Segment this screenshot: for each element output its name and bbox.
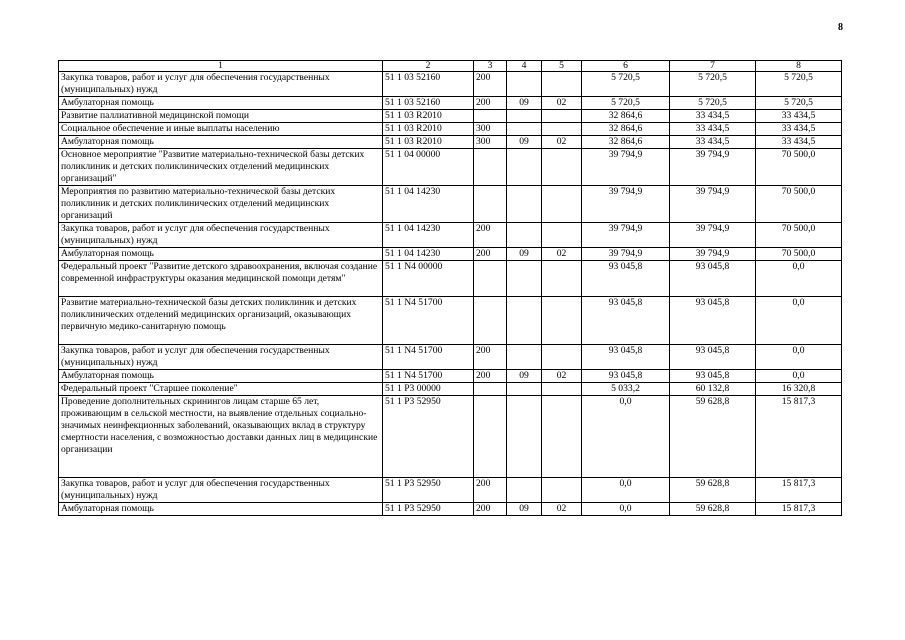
amount-col8-cell: 70 500,0 [756,149,842,186]
section-cell: 09 [507,248,542,261]
target-code-cell: 51 1 P3 52950 [383,503,474,516]
column-header: 1 [59,61,383,72]
amount-col8-cell: 5 720,5 [756,72,842,97]
amount-col6-cell: 0,0 [582,478,670,503]
subsection-cell [542,261,582,297]
target-code-cell: 51 1 03 R2010 [383,110,474,123]
table-body [59,72,842,516]
subsection-cell [542,186,582,223]
expense-type-cell [474,383,507,396]
target-code-cell: 51 1 N4 00000 [383,261,474,297]
row-name-cell: Амбулаторная помощь [59,503,383,516]
section-cell [507,383,542,396]
row-name-cell: Амбулаторная помощь [59,248,383,261]
expense-type-cell: 200 [474,223,507,248]
amount-col8-cell: 33 434,5 [756,123,842,136]
amount-col6-cell: 0,0 [582,503,670,516]
amount-col7-cell: 59 628,8 [670,503,756,516]
amount-col7-cell: 59 628,8 [670,396,756,478]
table-row [59,186,842,223]
amount-col6-cell: 32 864,6 [582,136,670,149]
table-row [59,503,842,516]
section-cell [507,297,542,345]
row-name-cell: Закупка товаров, работ и услуг для обеспечения государственных (муниципальных) нужд [59,72,383,97]
expense-type-cell: 200 [474,345,507,370]
section-cell [507,72,542,97]
amount-col8-cell: 70 500,0 [756,248,842,261]
target-code-cell: 51 1 04 00000 [383,149,474,186]
amount-col7-cell: 39 794,9 [670,248,756,261]
column-header: 7 [670,61,756,72]
subsection-cell [542,396,582,478]
expense-type-cell: 200 [474,503,507,516]
amount-col6-cell: 39 794,9 [582,223,670,248]
amount-col7-cell: 5 720,5 [670,97,756,110]
subsection-cell [542,478,582,503]
subsection-cell [542,110,582,123]
subsection-cell [542,223,582,248]
row-name-cell: Закупка товаров, работ и услуг для обеспечения государственных (муниципальных) нужд [59,345,383,370]
expense-type-cell: 200 [474,478,507,503]
table-row [59,97,842,110]
amount-col6-cell: 39 794,9 [582,248,670,261]
amount-col6-cell: 39 794,9 [582,149,670,186]
target-code-cell: 51 1 04 14230 [383,186,474,223]
amount-col8-cell: 15 817,3 [756,503,842,516]
target-code-cell: 51 1 03 52160 [383,97,474,110]
section-cell [507,186,542,223]
subsection-cell: 02 [542,97,582,110]
column-header: 6 [582,61,670,72]
row-name-cell: Федеральный проект "Старшее поколение" [59,383,383,396]
amount-col6-cell: 5 720,5 [582,97,670,110]
amount-col8-cell: 70 500,0 [756,186,842,223]
section-cell: 09 [507,503,542,516]
amount-col6-cell: 32 864,6 [582,110,670,123]
row-name-cell: Закупка товаров, работ и услуг для обеспечения государственных (муниципальных) нужд [59,478,383,503]
table-row [59,478,842,503]
table-row [59,223,842,248]
subsection-cell [542,345,582,370]
row-name-cell: Амбулаторная помощь [59,370,383,383]
row-name-cell: Социальное обеспечение и иные выплаты населению [59,123,383,136]
amount-col7-cell: 33 434,5 [670,136,756,149]
expense-type-cell: 200 [474,370,507,383]
section-cell [507,149,542,186]
table-row [59,110,842,123]
expense-type-cell [474,149,507,186]
section-cell: 09 [507,136,542,149]
amount-col7-cell: 93 045,8 [670,297,756,345]
amount-col8-cell: 33 434,5 [756,136,842,149]
section-cell [507,396,542,478]
amount-col7-cell: 39 794,9 [670,223,756,248]
budget-table [58,60,842,516]
column-header: 3 [474,61,507,72]
section-cell [507,261,542,297]
amount-col6-cell: 93 045,8 [582,297,670,345]
amount-col8-cell: 70 500,0 [756,223,842,248]
target-code-cell: 51 1 N4 51700 [383,297,474,345]
amount-col7-cell: 33 434,5 [670,123,756,136]
amount-col6-cell: 5 033,2 [582,383,670,396]
table-row [59,248,842,261]
amount-col8-cell: 33 434,5 [756,110,842,123]
section-cell [507,223,542,248]
subsection-cell [542,383,582,396]
row-name-cell: Развитие материально-технической базы детских поликлиник и детских поликлинических отделений медицинских организаций, оказывающих первичную медико-санитарную помощь [59,297,383,345]
row-name-cell: Мероприятия по развитию материально-технической базы детских поликлиник и детских поликлинических отделений медицинских организаций [59,186,383,223]
row-name-cell: Закупка товаров, работ и услуг для обеспечения государственных (муниципальных) нужд [59,223,383,248]
expense-type-cell [474,297,507,345]
amount-col6-cell: 93 045,8 [582,261,670,297]
row-name-cell: Проведение дополнительных скринингов лицам старше 65 лет, проживающим в сельской местности, на выявление отдельных социально-значимых неинфекционных заболеваний, оказывающих вклад в структуру смертности населения, с возможностью доставки данных лиц в медицинские организации [59,396,383,478]
table-row [59,123,842,136]
column-header: 8 [756,61,842,72]
expense-type-cell [474,110,507,123]
amount-col8-cell: 16 320,8 [756,383,842,396]
amount-col8-cell: 15 817,3 [756,478,842,503]
column-header: 4 [507,61,542,72]
section-cell [507,110,542,123]
expense-type-cell [474,186,507,223]
target-code-cell: 51 1 N4 51700 [383,370,474,383]
amount-col6-cell: 0,0 [582,396,670,478]
subsection-cell: 02 [542,248,582,261]
row-name-cell: Федеральный проект "Развитие детского здравоохранения, включая создание современной инфраструктуры оказания медицинской помощи детям" [59,261,383,297]
target-code-cell: 51 1 03 R2010 [383,123,474,136]
row-name-cell: Развитие паллиативной медицинской помощи [59,110,383,123]
row-name-cell: Основное мероприятие "Развитие материально-технической базы детских поликлиник и детских поликлинических отделений медицинских организаций" [59,149,383,186]
amount-col7-cell: 93 045,8 [670,370,756,383]
amount-col7-cell: 93 045,8 [670,345,756,370]
expense-type-cell: 200 [474,248,507,261]
amount-col7-cell: 33 434,5 [670,110,756,123]
expense-type-cell [474,261,507,297]
table-row [59,72,842,97]
subsection-cell [542,297,582,345]
column-header: 2 [383,61,474,72]
row-name-cell: Амбулаторная помощь [59,97,383,110]
table-row [59,149,842,186]
expense-type-cell: 300 [474,123,507,136]
amount-col8-cell: 0,0 [756,261,842,297]
target-code-cell: 51 1 04 14230 [383,248,474,261]
section-cell [507,123,542,136]
expense-type-cell [474,396,507,478]
table-row [59,396,842,478]
target-code-cell: 51 1 N4 51700 [383,345,474,370]
table-row [59,345,842,370]
subsection-cell [542,149,582,186]
amount-col7-cell: 60 132,8 [670,383,756,396]
target-code-cell: 51 1 03 R2010 [383,136,474,149]
amount-col8-cell: 15 817,3 [756,396,842,478]
section-cell [507,478,542,503]
table-header-row [59,61,842,72]
row-name-cell: Амбулаторная помощь [59,136,383,149]
table-row [59,297,842,345]
amount-col8-cell: 0,0 [756,370,842,383]
amount-col8-cell: 5 720,5 [756,97,842,110]
page-number: 8 [838,22,843,33]
target-code-cell: 51 1 P3 52950 [383,396,474,478]
section-cell: 09 [507,370,542,383]
subsection-cell [542,72,582,97]
amount-col7-cell: 5 720,5 [670,72,756,97]
section-cell: 09 [507,97,542,110]
expense-type-cell: 200 [474,72,507,97]
table-row [59,370,842,383]
amount-col7-cell: 93 045,8 [670,261,756,297]
section-cell [507,345,542,370]
amount-col7-cell: 39 794,9 [670,186,756,223]
amount-col6-cell: 93 045,8 [582,345,670,370]
amount-col6-cell: 39 794,9 [582,186,670,223]
subsection-cell: 02 [542,503,582,516]
amount-col6-cell: 5 720,5 [582,72,670,97]
table-row [59,261,842,297]
amount-col7-cell: 59 628,8 [670,478,756,503]
amount-col7-cell: 39 794,9 [670,149,756,186]
amount-col8-cell: 0,0 [756,345,842,370]
subsection-cell [542,123,582,136]
amount-col8-cell: 0,0 [756,297,842,345]
amount-col6-cell: 32 864,6 [582,123,670,136]
target-code-cell: 51 1 04 14230 [383,223,474,248]
table-row [59,383,842,396]
column-header: 5 [542,61,582,72]
target-code-cell: 51 1 P3 52950 [383,478,474,503]
subsection-cell: 02 [542,370,582,383]
target-code-cell: 51 1 03 52160 [383,72,474,97]
table-row [59,136,842,149]
subsection-cell: 02 [542,136,582,149]
expense-type-cell: 300 [474,136,507,149]
expense-type-cell: 200 [474,97,507,110]
amount-col6-cell: 93 045,8 [582,370,670,383]
target-code-cell: 51 1 P3 00000 [383,383,474,396]
